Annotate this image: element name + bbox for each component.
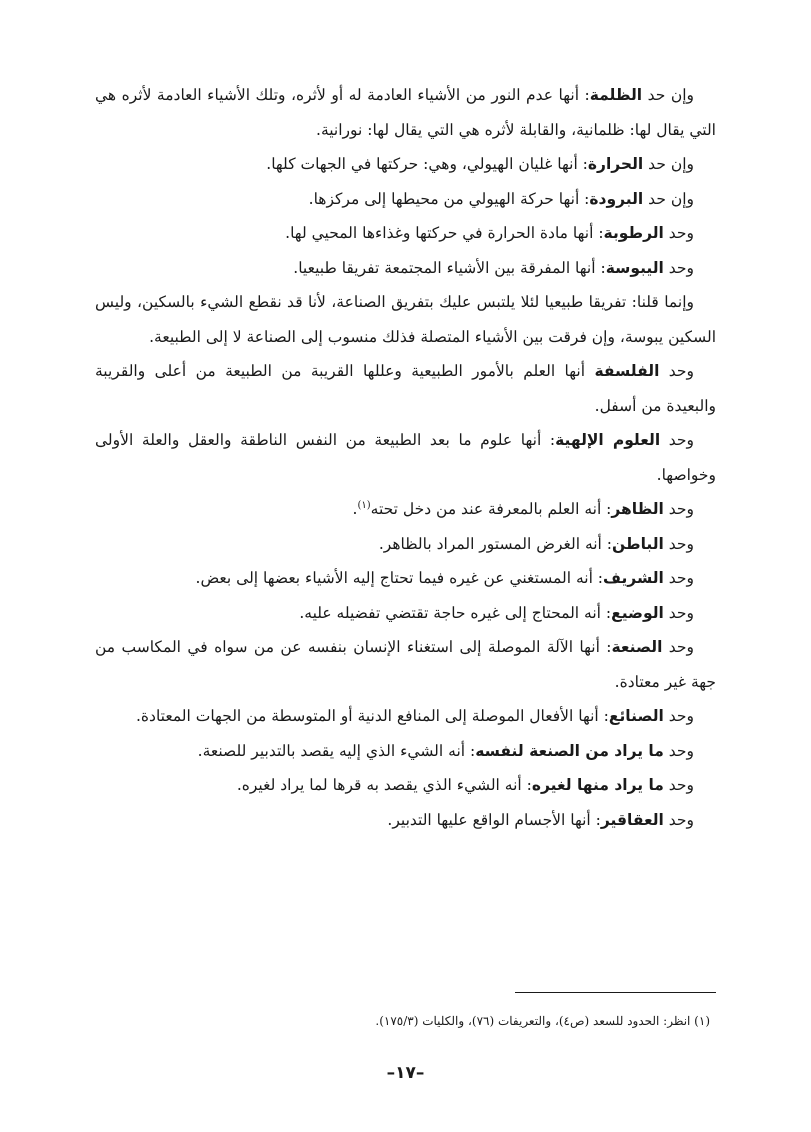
paragraph-lead: وحد — [663, 707, 694, 725]
definition-text: : أنها المفرقة بين الأشياء المجتمعة تفريقا طبيعيا. — [293, 258, 606, 277]
paragraph-intended-other — [95, 768, 716, 803]
paragraph-lead: وحد — [659, 362, 694, 380]
defined-term: الظاهر — [611, 500, 664, 518]
defined-term: العقاقير — [600, 810, 664, 829]
paragraph-dryness — [95, 251, 716, 286]
paragraph-moisture — [95, 216, 716, 251]
definition-text: : أنها الأجسام الواقع عليها التدبير. — [387, 810, 601, 829]
definition-text: : أنها غليان الهيولي، وهي: حركتها في الجهات كلها. — [266, 155, 588, 173]
paragraph-lead: وحد — [663, 603, 694, 622]
defined-term: الفلسفة — [594, 362, 660, 380]
paragraph-heat — [95, 147, 716, 182]
definition-text: : أنه العلم بالمعرفة عند من دخل تحته — [370, 500, 612, 518]
paragraph-noble — [95, 561, 716, 596]
defined-term: البرودة — [589, 189, 644, 208]
definition-text: : أنه الشيء الذي يقصد به قرها لما يراد لغيره. — [236, 776, 532, 794]
footnote-reference[interactable]: (١) — [357, 499, 371, 511]
paragraph-hidden — [95, 527, 716, 562]
paragraph-crafts — [95, 699, 716, 734]
definition-text: أنها العلم بالأمور الطبيعية وعللها القريبة من الطبيعة من أعلى والقريبة والبعيدة من أسفل. — [95, 362, 716, 415]
paragraph-craft — [95, 630, 716, 699]
definition-tail: . — [352, 500, 358, 518]
paragraph-explanation — [95, 285, 716, 354]
definition-text: : أنها الأفعال الموصلة إلى المنافع الدنية أو المتوسطة من الجهات المعتادة. — [136, 707, 609, 725]
defined-term: اليبوسة — [605, 258, 664, 277]
defined-term: الصنائع — [608, 707, 664, 725]
definition-text: : أنه المستغني عن غيره فيما تحتاج إليه الأشياء بعضها إلى بعض. — [195, 569, 604, 587]
defined-term: الباطن — [612, 534, 664, 553]
defined-term: الحرارة — [587, 155, 644, 173]
definition-text: : أنها حركة الهيولي من محيطها إلى مركزها. — [308, 189, 590, 208]
paragraph-lead: وحد — [663, 500, 694, 518]
defined-term: الوضيع — [611, 603, 664, 622]
defined-term: الشريف — [603, 569, 664, 587]
definition-text: : أنه المحتاج إلى غيره حاجة تقتضي تفضيله عليه. — [299, 603, 612, 622]
paragraph-lead: وحد — [663, 569, 694, 587]
paragraph-apparent — [95, 492, 716, 527]
paragraph-lead: وحد — [663, 810, 694, 829]
defined-term: الظلمة — [589, 86, 643, 104]
paragraph-lead: وحد — [663, 534, 694, 553]
paragraph-lead: وحد — [663, 776, 694, 794]
paragraph-lead: وحد — [663, 741, 694, 760]
defined-term: ما يراد منها لغيره — [531, 776, 664, 794]
paragraph-lead: وحد — [663, 224, 694, 242]
paragraph-lead: وإن حد — [643, 155, 694, 173]
page-number: –١٧– — [386, 1063, 425, 1083]
defined-term: الرطوبة — [603, 224, 664, 242]
defined-term: الصنعة — [611, 638, 663, 656]
paragraph-philosophy — [95, 354, 716, 423]
definition-text: : أنها الآلة الموصلة إلى استغناء الإنسان بنفسه عن من سواه في المكاسب من جهة غير معتادة. — [95, 638, 716, 691]
paragraph-lowly — [95, 596, 716, 631]
main-text — [95, 78, 716, 837]
defined-term: ما يراد من الصنعة لنفسه — [475, 741, 664, 760]
definition-text: : أنها مادة الحرارة في حركتها وغذاءها المحيي لها. — [285, 224, 604, 242]
paragraph-cold — [95, 182, 716, 217]
paragraph-lead: وإن حد — [643, 189, 694, 208]
paragraph-lead: وحد — [660, 431, 694, 449]
footnote-divider — [515, 992, 716, 993]
footnote: (١) انظر: الحدود للسعد (ص٤)، والتعريفات (٧٦)، والكليات (١٧٥/٣). — [375, 1014, 710, 1028]
definition-text: : أنه الشيء الذي إليه يقصد بالتدبير للصنعة. — [197, 741, 476, 760]
paragraph-drugs — [95, 803, 716, 838]
paragraph-darkness — [95, 78, 716, 147]
definition-text: : أنه الغرض المستور المراد بالظاهر. — [378, 534, 613, 553]
paragraph-divine-sciences — [95, 423, 716, 492]
paragraph-lead: وإن حد — [642, 86, 695, 104]
paragraph-lead: وحد — [662, 638, 695, 656]
defined-term: العلوم الإلهية — [555, 431, 661, 449]
paragraph-lead: وحد — [663, 258, 694, 277]
definition-text: : أنها عدم النور من الأشياء العادمة له أو لأثره، وتلك الأشياء العادمة لأثره هي التي يقال لها: ظلمانية، والقابلة لأثره هي التي يقال لها: نورانية. — [95, 86, 716, 139]
paragraph-intended-itself — [95, 734, 716, 769]
definition-text: : أنها علوم ما بعد الطبيعة من النفس الناطقة والعقل والعلة الأولى وخواصها. — [95, 431, 716, 484]
paragraph-lead: وإنما قلنا: تفريقا طبيعيا لئلا يلتبس عليك بتفريق الصناعة، لأنا قد نقطع الشيء بالسكين، وليس السكين يبوسة، وإن فرقت بين الأشياء المتصلة فذلك منسوب إلى الصناعة لا إلى الطبيعة. — [95, 293, 716, 346]
